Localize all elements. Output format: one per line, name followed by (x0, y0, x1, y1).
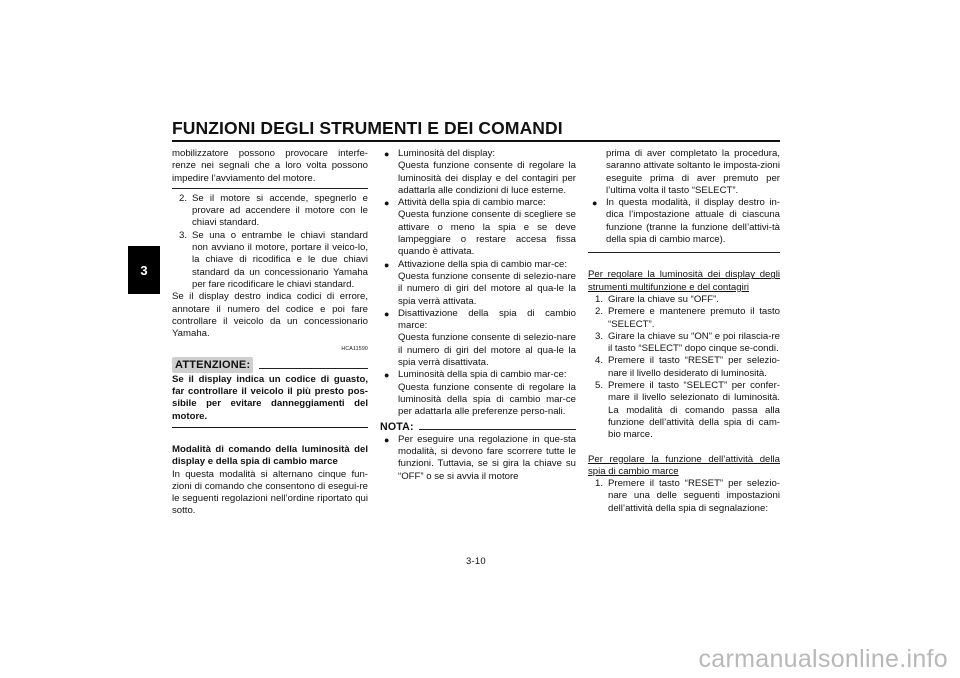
section-heading-shift-light: Per regolare la funzione dell’attività della spia di cambio marce (588, 453, 780, 477)
chapter-tab: 3 (128, 246, 160, 294)
section-divider (172, 188, 368, 189)
column-3 (588, 148, 780, 515)
bullet-icon: ● (384, 198, 390, 209)
intro-paragraph: mobilizzatore possono provocare interfe-renze nei segnali che a loro volta possono impedire l’avviamento del motore. (172, 148, 368, 184)
list-item: 3. Se una o entrambe le chiavi standard non avviano il motore, portare il veico-lo, la chiave di ricodifica e le due chiavi standard da un concessionario Yamaha per fare ricodificare le chiavi standard. (178, 229, 368, 290)
bullet-icon: ● (384, 259, 390, 270)
reference-code: HCA11590 (341, 346, 368, 353)
list-item: 4. Premere il tasto “RESET” per selezio-nare il livello desiderato di luminosità. (594, 355, 780, 379)
list-item: 2. Premere e mantenere premuto il tasto “SELECT”. (594, 306, 780, 330)
title-rule (172, 140, 780, 142)
list-item: ● Per eseguire una regolazione in que-sta modalità, si devono fare scorrere tutte le funzioni. Tuttavia, se si gira la chiave su “OFF” o se si avvia il motore (380, 434, 576, 483)
bullet-icon: ● (592, 198, 598, 209)
list-item: ● Disattivazione della spia di cambio marce: Questa funzione consente di selezio-nare il numero di giri del motore al qua-le la spia verrà disattivata. (380, 308, 576, 369)
section-heading-brightness: Per regolare la luminosità dei display degli strumenti multifunzione e del contagiri (588, 269, 780, 293)
list-item: 1. Premere il tasto “RESET” per selezio-nare una delle seguenti impostazioni dell’attività della spia di segnalazione: (594, 478, 780, 514)
page-number: 3-10 (466, 556, 486, 567)
note-label: NOTA: (380, 420, 414, 433)
note-end-rule (588, 252, 780, 253)
list-item: 5. Premere il tasto “SELECT” per confer-mare il livello selezionato di luminosità. La modalità di comando passa alla funzione dell’attività della spia di cam-bio marce. (594, 380, 780, 441)
watermark: carmanualsonline.info (698, 645, 948, 673)
caution-label: ATTENZIONE: (172, 357, 253, 373)
list-item (588, 148, 780, 197)
list-item: ● In questa modalità, il display destro in-dica l’impostazione attuale di ciascuna funzione (tranne la funzione dell’attivi-tà della spia di cambio marce). (588, 197, 780, 246)
list-item: ● Luminosità della spia di cambio mar-ce: Questa funzione consente di regolare la luminosità della spia di cambio mar-ce per adattarla alle preferenze perso-nali. (380, 369, 576, 418)
column-2 (380, 148, 576, 483)
note-header (380, 421, 576, 433)
column-1 (172, 148, 368, 518)
list-item: ● Luminosità del display: Questa funzione consente di regolare la luminosità dei display e del contagiri per adattarla alle condizioni di luce esterne. (380, 148, 576, 197)
list-item: 3. Girare la chiave su “ON” e poi rilascia-re il tasto “SELECT” dopo cinque se-condi. (594, 330, 780, 355)
caution-header (172, 357, 368, 373)
list-item: ● Attività della spia di cambio marce: Questa funzione consente di scegliere se attivare o meno la spia e se deve lampeggiare o restare accesa fissa quando è attivata. (380, 197, 576, 258)
note-continuation: prima di aver completato la procedura, saranno attivate soltanto le imposta-zioni eseguite prima di aver premuto per l’ultima volta il tasto “SELECT”. (606, 148, 780, 196)
note-rule (419, 429, 576, 430)
list-item: 2. Se il motore si accende, spegnerlo e provare ad accendere il motore con le chiavi standard. (178, 192, 368, 229)
list-item: 1. Girare la chiave su “OFF”. (594, 293, 719, 305)
bullet-icon: ● (384, 370, 390, 381)
bullet-icon: ● (384, 434, 390, 445)
error-code-paragraph: Se il display destro indica codici di errore, annotare il numero del codice e poi fare controllare il veicolo da un concessionario Yamaha. (172, 291, 368, 340)
list-item: ● Attivazione della spia di cambio mar-ce: Questa funzione consente di selezio-nare il numero di giri del motore al qua-le la spia verrà attivata. (380, 259, 576, 308)
caution-end-rule (172, 427, 368, 428)
bullet-icon: ● (384, 308, 390, 319)
bullet-icon: ● (384, 149, 390, 159)
mode-heading: Modalità di comando della luminosità del display e della spia di cambio marce (172, 443, 368, 468)
caution-text: Se il display indica un codice di guasto, far controllare il veicolo il più presto pos-sibile per evitare danneggiamenti del motore. (172, 373, 368, 422)
page-title: FUNZIONI DEGLI STRUMENTI E DEI COMANDI (172, 118, 563, 138)
caution-rule (259, 368, 368, 369)
mode-paragraph: In questa modalità si alternano cinque fun-zioni di comando che consentono di esegui-re le seguenti regolazioni nell’ordine riportato qui sotto. (172, 468, 368, 517)
